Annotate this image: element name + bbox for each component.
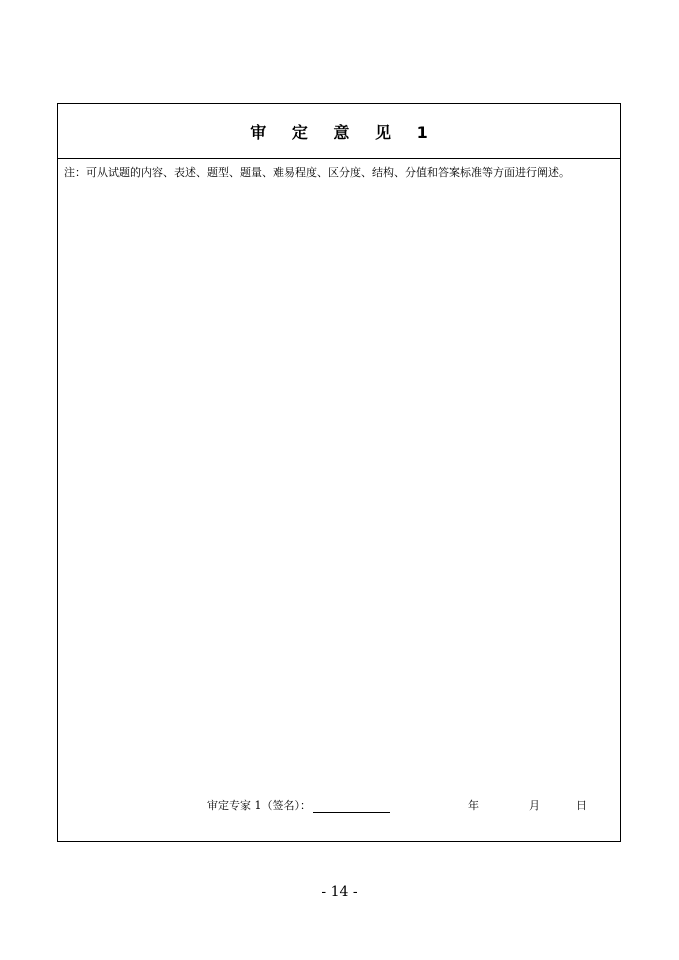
page-number: - 14 - (321, 884, 358, 900)
date-day-label: 日 (576, 799, 587, 812)
form-title: 审 定 意 见 1 (250, 122, 438, 142)
date-year-label: 年 (468, 799, 479, 812)
signature-label: 审定专家 1（签名）： (207, 799, 311, 812)
signature-row (207, 797, 390, 813)
signature-line[interactable] (313, 800, 390, 813)
instruction-note: 注：可从试题的内容、表述、题型、题量、难易程度、区分度、结构、分值和答案标准等方面进行阐述。 (64, 166, 570, 179)
review-opinion-form (57, 103, 621, 842)
title-row (58, 104, 620, 159)
date-month-label: 月 (529, 799, 540, 812)
